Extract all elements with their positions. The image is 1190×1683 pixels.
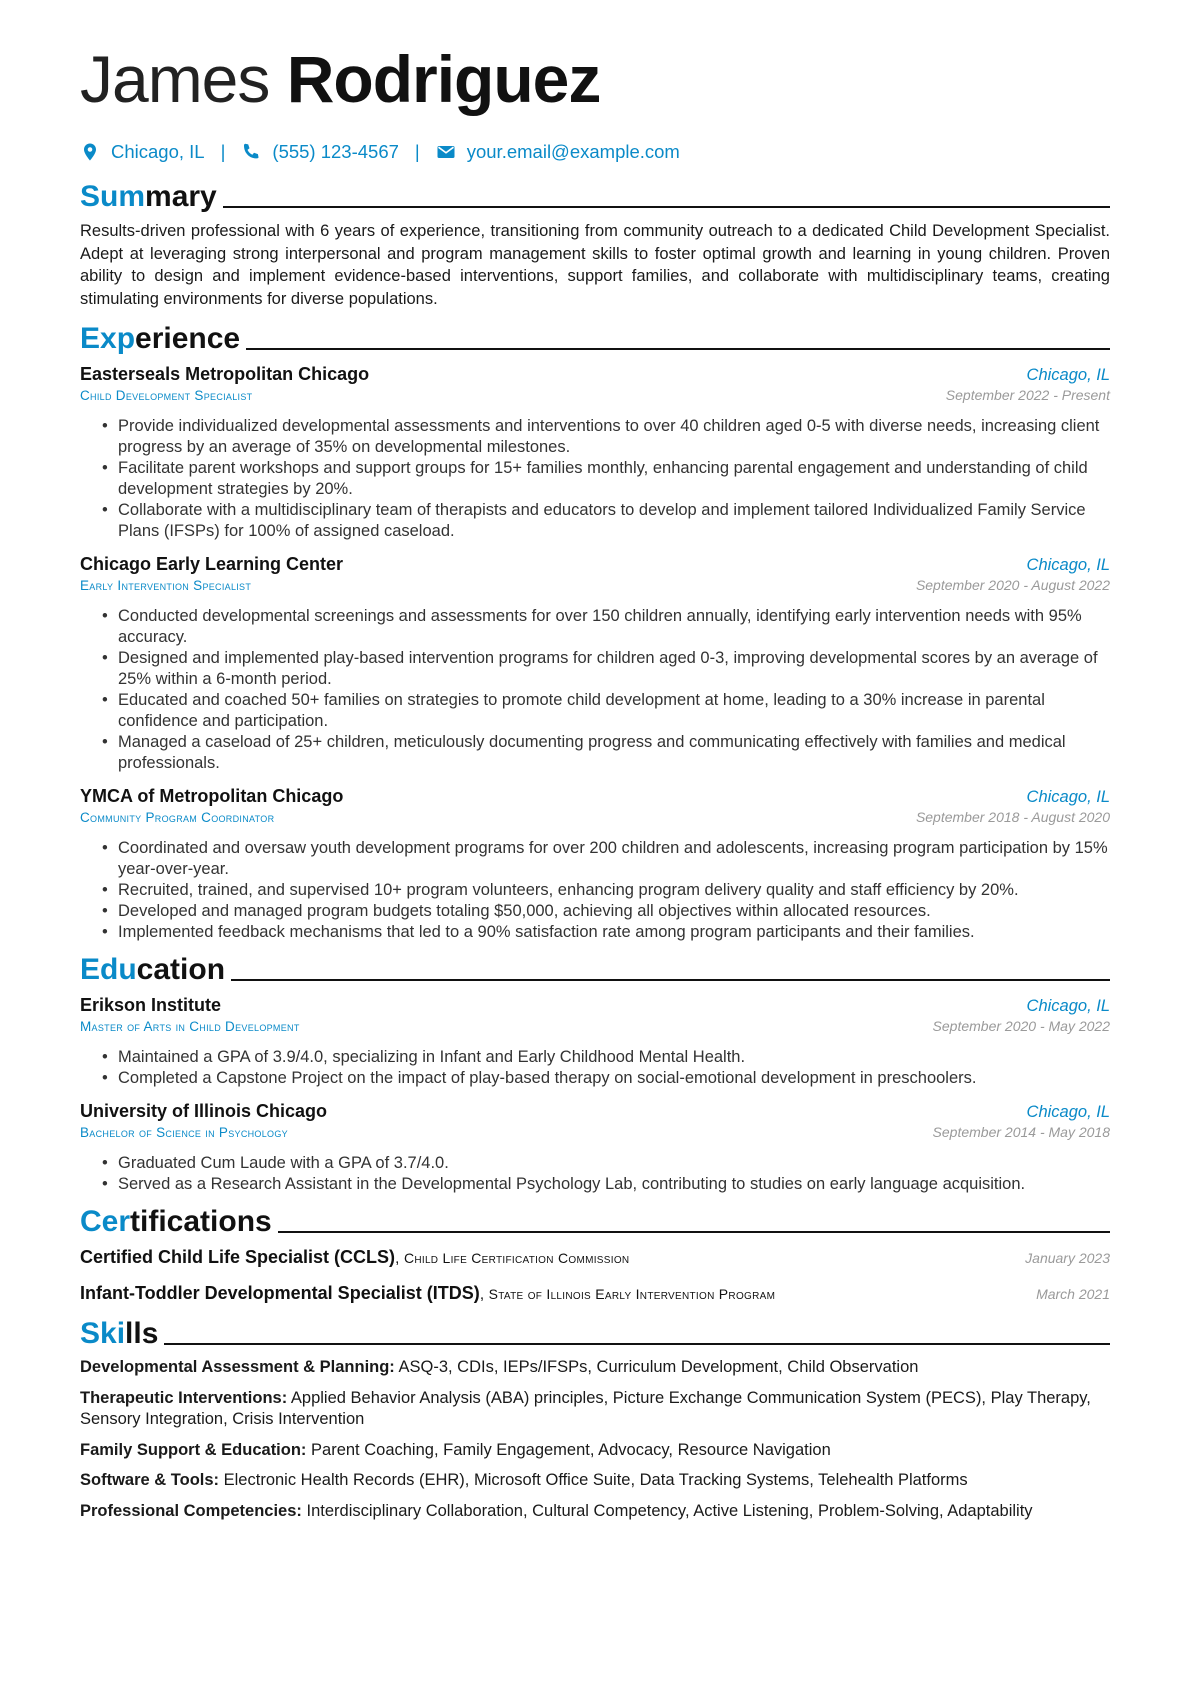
section-title — [80, 953, 225, 987]
section-header — [80, 316, 1110, 356]
school-dates: September 2020 - May 2022 — [932, 1018, 1110, 1034]
certification-item: Infant-Toddler Developmental Specialist (ITDS), State of Illinois Early Intervention Program March 2021 — [80, 1281, 1110, 1307]
bullet-item: • Served as a Research Assistant in the Developmental Psychology Lab, contributing to studies on early language acquisition. — [118, 1174, 1110, 1195]
skill-values: Interdisciplinary Collaboration, Cultural Competency, Active Listening, Problem-Solving, Adaptability — [306, 1501, 1033, 1520]
first-name: James — [80, 42, 270, 116]
last-name: Rodriguez — [286, 42, 601, 116]
school-dates: September 2014 - May 2018 — [932, 1124, 1110, 1140]
skill-values: Electronic Health Records (EHR), Microsoft Office Suite, Data Tracking Systems, Telehealth Platforms — [223, 1471, 968, 1489]
skill-line — [80, 1357, 1110, 1379]
job-location: Chicago, IL — [1026, 788, 1110, 806]
job-entry — [80, 552, 1110, 774]
bullet-item: • Completed a Capstone Project on the impact of play-based therapy on social-emotional development in preschoolers. — [118, 1068, 1110, 1089]
title-accent: Ski — [80, 1317, 126, 1350]
title-rest: cation — [136, 953, 226, 986]
title-rest: erience — [135, 322, 241, 355]
section-title — [80, 1317, 158, 1351]
bullet-item: • Designed and implemented play-based intervention programs for children aged 0-3, improving developmental scores by an average of 25% within a 6-month period. — [118, 648, 1110, 690]
section-divider — [164, 1343, 1110, 1345]
skill-values: Applied Behavior Analysis (ABA) principles, Picture Exchange Communication System (PECS), Play Therapy, Sensory Integration, Crisis Intervention — [80, 1388, 1091, 1428]
location-text: Chicago, IL — [111, 141, 205, 162]
title-accent: Edu — [80, 953, 137, 986]
section-header — [80, 1311, 1110, 1351]
skill-values: Parent Coaching, Family Engagement, Advocacy, Resource Navigation — [311, 1440, 831, 1459]
school-bullets — [80, 1153, 1110, 1195]
certification-issuer: State of Illinois Early Intervention Program — [488, 1286, 776, 1302]
employer-name: Chicago Early Learning Center — [80, 554, 344, 574]
section-title — [80, 180, 217, 214]
bullet-item: • Educated and coached 50+ families on strategies to promote child development at home, leading to a 30% increase in parental confidence and participation. — [118, 690, 1110, 732]
certification-name: Certified Child Life Specialist (CCLS) — [80, 1247, 396, 1267]
section-title — [80, 322, 240, 356]
job-location: Chicago, IL — [1026, 556, 1110, 574]
contact-bar — [80, 138, 1110, 166]
job-dates: September 2018 - August 2020 — [915, 809, 1110, 825]
section-title — [80, 1205, 272, 1239]
title-rest: mary — [145, 180, 217, 213]
contact-phone[interactable] — [241, 141, 399, 163]
skill-line — [80, 1501, 1110, 1523]
bullet-item: • Facilitate parent workshops and support groups for 15+ families monthly, enhancing parental engagement and understanding of child development strategies by 20%. — [118, 458, 1110, 500]
title-accent: Cer — [80, 1205, 131, 1238]
certification-date: January 2023 — [1025, 1250, 1110, 1266]
map-pin-icon — [80, 142, 100, 162]
section-header — [80, 174, 1110, 214]
bullet-item: • Implemented feedback mechanisms that led to a 90% satisfaction rate among program participants and their families. — [118, 922, 1110, 943]
school-name: Erikson Institute — [80, 995, 222, 1015]
job-bullets — [80, 838, 1110, 943]
certifications-section — [80, 1199, 1110, 1307]
certification-date: March 2021 — [1036, 1286, 1110, 1302]
section-divider — [246, 348, 1110, 350]
skill-line — [80, 1440, 1110, 1462]
bullet-item: • Graduated Cum Laude with a GPA of 3.7/4.0. — [118, 1153, 1110, 1174]
skill-values: ASQ-3, CDIs, IEPs/IFSPs, Curriculum Development, Child Observation — [398, 1358, 919, 1376]
school-name: University of Illinois Chicago — [80, 1101, 328, 1121]
skills-section — [80, 1311, 1110, 1522]
bullet-item: • Recruited, trained, and supervised 10+ program volunteers, enhancing program delivery quality and staff efficiency by 20%. — [118, 880, 1110, 901]
contact-separator: | — [414, 141, 420, 162]
school-location: Chicago, IL — [1026, 1103, 1110, 1121]
skill-category: Family Support & Education: — [80, 1440, 307, 1459]
section-header — [80, 947, 1110, 987]
skill-category: Developmental Assessment & Planning: — [80, 1358, 395, 1376]
skill-category: Therapeutic Interventions: — [80, 1388, 288, 1407]
skill-category: Software & Tools: — [80, 1471, 220, 1489]
contact-location — [80, 141, 205, 163]
job-dates: September 2022 - Present — [945, 387, 1110, 403]
section-divider — [231, 979, 1110, 981]
job-title: Child Development Specialist — [80, 388, 253, 403]
bullet-item: • Managed a caseload of 25+ children, meticulously documenting progress and communicating effectively with families and medical professionals. — [118, 732, 1110, 774]
certification-item: Certified Child Life Specialist (CCLS), Child Life Certification Commission January 2023 — [80, 1245, 1110, 1271]
summary-text: Results-driven professional with 6 years of experience, transitioning from community outreach to a dedicated Child Development Specialist. Adept at leveraging strong interpersonal and program management skills to foster optimal growth and learning in young children. Proven ability to design and implement evidence-based interventions, support families, and collaborate with multidisciplinary teams, creating stimulating environments for diverse populations. — [80, 222, 1110, 308]
bullet-item: • Collaborate with a multidisciplinary team of therapists and educators to develop and implement tailored Individualized Family Service Plans (IFSPs) for 100% of assigned caseload. — [118, 500, 1110, 542]
bullet-item: • Coordinated and oversaw youth development programs for over 200 children and adolescents, increasing program participation by 15% year-over-year. — [118, 838, 1110, 880]
school-bullets — [80, 1047, 1110, 1089]
degree: Bachelor of Science in Psychology — [80, 1125, 288, 1140]
education-entry — [80, 1099, 1110, 1195]
contact-email[interactable] — [436, 141, 680, 163]
job-location: Chicago, IL — [1026, 366, 1110, 384]
contact-separator: | — [220, 141, 226, 162]
job-bullets — [80, 416, 1110, 542]
envelope-icon — [436, 142, 456, 162]
title-rest: tifications — [130, 1205, 272, 1238]
skill-line — [80, 1470, 1110, 1492]
section-divider — [223, 206, 1110, 208]
experience-section — [80, 316, 1110, 943]
skill-category: Professional Competencies: — [80, 1501, 302, 1520]
title-accent: Sum — [80, 180, 146, 213]
bullet-item: • Developed and managed program budgets totaling $50,000, achieving all objectives within allocated resources. — [118, 901, 1110, 922]
job-entry — [80, 362, 1110, 542]
education-section — [80, 947, 1110, 1195]
phone-text: (555) 123-4567 — [272, 141, 399, 162]
summary-section — [80, 174, 1110, 310]
title-accent: Exp — [80, 322, 136, 355]
employer-name: Easterseals Metropolitan Chicago — [80, 364, 370, 384]
job-title: Early Intervention Specialist — [80, 578, 252, 593]
certification-issuer: Child Life Certification Commission — [403, 1250, 630, 1266]
education-entry — [80, 993, 1110, 1089]
job-title: Community Program Coordinator — [80, 810, 275, 825]
section-header — [80, 1199, 1110, 1239]
phone-icon — [241, 142, 261, 162]
job-entry — [80, 784, 1110, 943]
degree: Master of Arts in Child Development — [80, 1019, 300, 1034]
school-location: Chicago, IL — [1026, 997, 1110, 1015]
candidate-name — [80, 38, 1110, 120]
job-dates: September 2020 - August 2022 — [915, 577, 1110, 593]
email-link: your.email@example.com — [466, 141, 680, 162]
certification-name: Infant-Toddler Developmental Specialist (ITDS) — [80, 1283, 480, 1303]
bullet-item: • Conducted developmental screenings and assessments for over 150 children annually, identifying early intervention needs with 95% accuracy. — [118, 606, 1110, 648]
skill-line — [80, 1388, 1110, 1431]
bullet-item: • Provide individualized developmental assessments and interventions to over 40 children aged 0-5 with diverse needs, increasing client progress by an average of 35% on developmental milestones. — [118, 416, 1110, 458]
title-rest: lls — [125, 1317, 159, 1350]
job-bullets — [80, 606, 1110, 774]
employer-name: YMCA of Metropolitan Chicago — [80, 786, 344, 806]
section-divider — [278, 1231, 1110, 1233]
bullet-item: • Maintained a GPA of 3.9/4.0, specializing in Infant and Early Childhood Mental Health. — [118, 1047, 1110, 1068]
